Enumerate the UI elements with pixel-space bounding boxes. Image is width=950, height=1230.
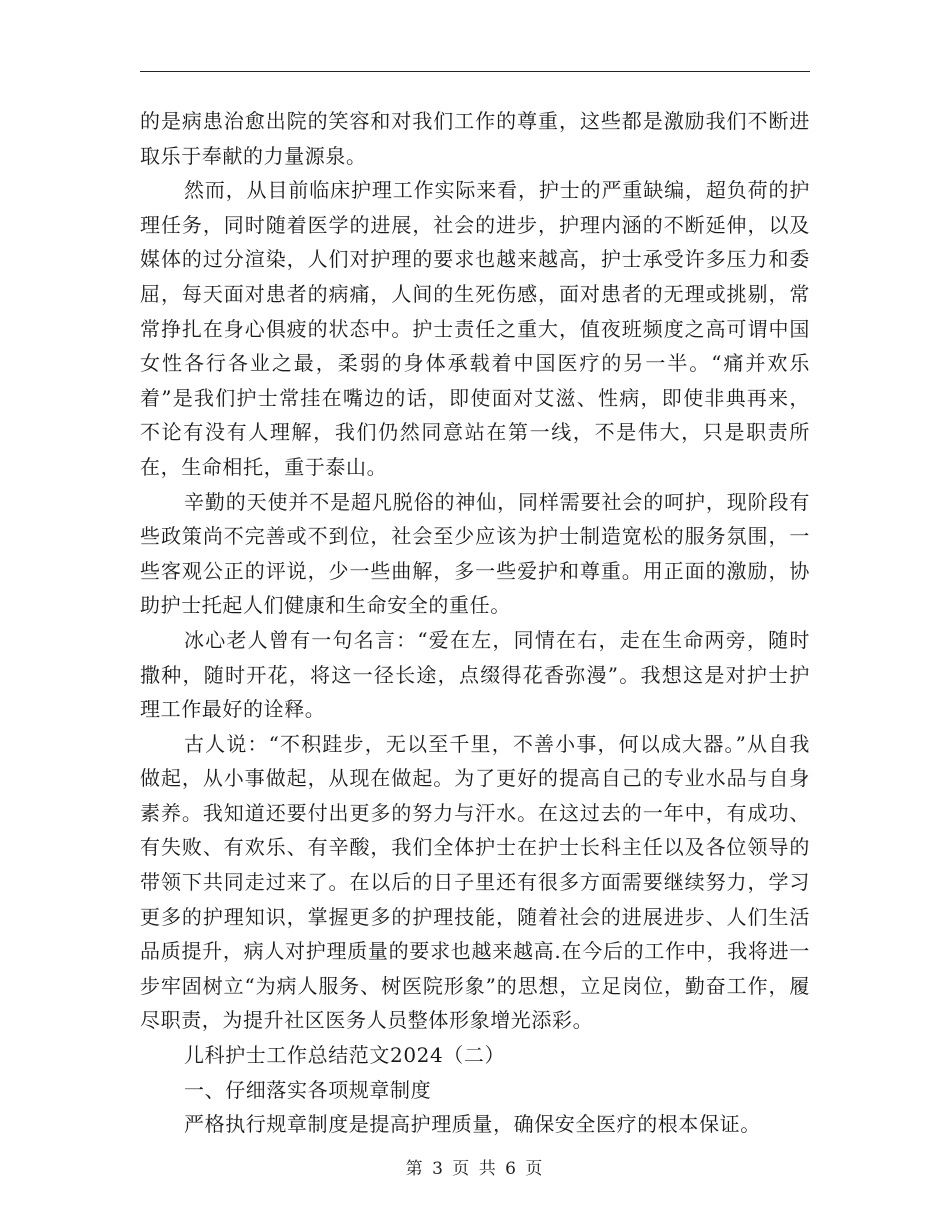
- subsection-title: 一、仔细落实各项规章制度: [184, 1077, 432, 1102]
- paragraph-angels: 辛勤的天使并不是超凡脱俗的神仙，同样需要社会的呵护，现阶段有些政策尚不完善或不到位，社会至少应该为护士制造宽松的服务氛围，一些客观公正的评说，少一些曲解，多一些爱护和尊重。用正面的激励，协助护士托起人们健康和生命安全的重任。: [140, 489, 810, 618]
- page-footer: [0, 1154, 950, 1179]
- paragraph-bingxin-quote: 冰心老人曾有一句名言：“爱在左，同情在右，走在生命两旁，随时撒种，随时开花，将这一径长途，点缀得花香弥漫”。我想这是对护士护理工作最好的诠释。: [140, 627, 810, 722]
- paragraph-clinical-nursing: 然而，从目前临床护理工作实际来看，护士的严重缺编，超负荷的护理任务，同时随着医学的进展，社会的进步，护理内涵的不断延伸，以及媒体的过分渲染，人们对护理的要求也越来越高，护士承受许多压力和委屈，每天面对患者的病痛，人间的生死伤感，面对患者的无理或挑剔，常常挣扎在身心俱疲的状态中。护士责任之重大，值夜班频度之高可谓中国女性各行各业之最，柔弱的身体承载着中国医疗的另一半。“痛并欢乐着”是我们护士常挂在嘴边的话，即使面对艾滋、性病，即使非典再来，不论有没有人理解，我们仍然同意站在第一线，不是伟大，只是职责所在，生命相托，重于泰山。: [140, 178, 810, 479]
- section-title: 儿科护士工作总结范文2024（二）: [184, 1043, 506, 1068]
- document-body: [140, 104, 810, 1142]
- paragraph-rules: 严格执行规章制度是提高护理质量，确保安全医疗的根本保证。: [184, 1112, 761, 1137]
- page-number: 第 3 页 共 6 页: [405, 1159, 545, 1179]
- paragraph-ancient-saying: 古人说：“不积跬步，无以至千里，不善小事，何以成大器。”从自我做起，从小事做起，从现在做起。为了更好的提高自己的专业水品与自身素养。我知道还要付出更多的努力与汗水。在这过去的一年中，有成功、有失败、有欢乐、有辛酸，我们全体护士在护士长科主任以及各位领导的带领下共同走过来了。在以后的日子里还有很多方面需要继续努力，学习更多的护理知识，掌握更多的护理技能，随着社会的进展进步、人们生活品质提升，病人对护理质量的要求也越来越高.在今后的工作中，我将进一步牢固树立“为病人服务、树医院形象”的思想，立足岗位，勤奋工作，履尽职责，为提升社区医务人员整体形象增光添彩。: [140, 731, 810, 1033]
- paragraph-continuation: 的是病患治愈出院的笑容和对我们工作的尊重，这些都是激励我们不断进取乐于奉献的力量源泉。: [140, 109, 810, 168]
- header-rule: [140, 71, 810, 72]
